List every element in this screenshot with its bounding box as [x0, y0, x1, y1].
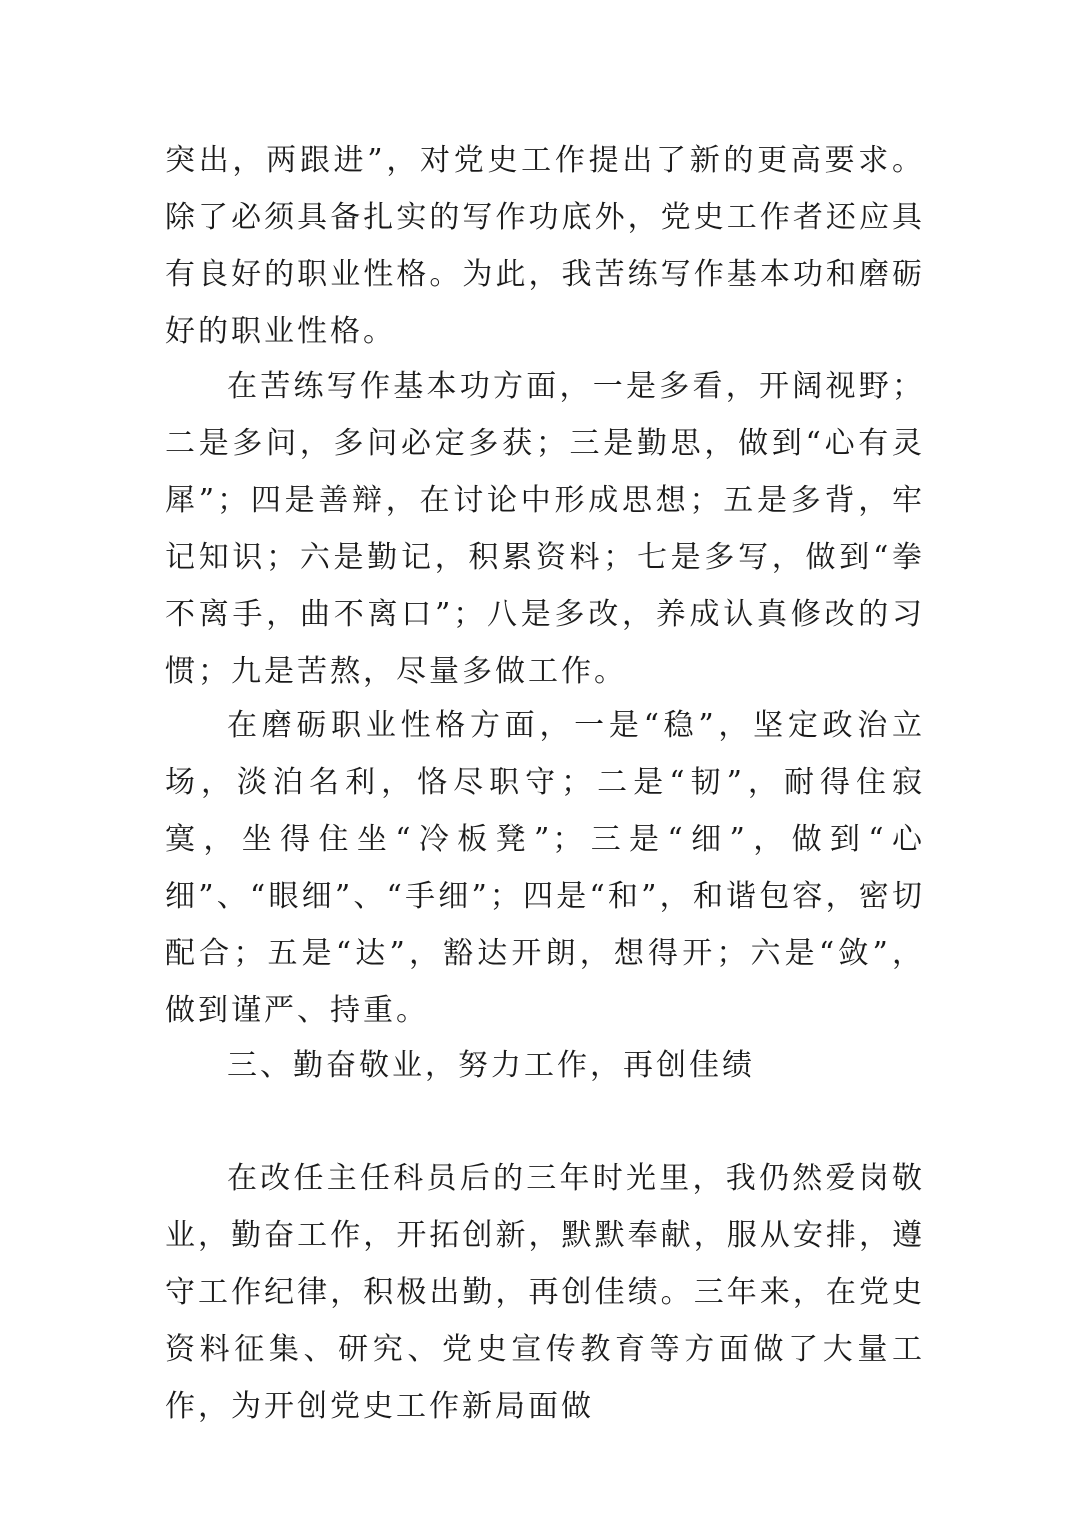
section-heading: 三、勤奋敬业，努力工作，再创佳绩 — [227, 1048, 755, 1083]
paragraph-work-achievements: 在改任主任科员后的三年时光里，我仍然爱岗敬业，勤奋工作，开拓创新，默默奉献，服从安排，遵守工作纪律，积极出勤，再创佳绩。三年来，在党史资料征集、研究、党史宣传教育等方面做了大量工作，为开创党史工作新局面做 — [165, 1161, 925, 1424]
paragraph-writing-skills: 在苦练写作基本功方面，一是多看，开阔视野；二是多问，多问必定多获；三是勤思，做到“心有灵犀”；四是善辩，在讨论中形成思想；五是多背，牢记知识；六是勤记，积累资料；七是多写，做到“拳不离手，曲不离口”；八是多改，养成认真修改的习惯；九是苦熬，尽量多做工作。 — [165, 369, 925, 689]
paragraph-continuation: 突出，两跟进”，对党史工作提出了新的更高要求。除了必须具备扎实的写作功底外，党史工作者还应具有良好的职业性格。为此，我苦练写作基本功和磨砺好的职业性格。 — [165, 143, 925, 349]
paragraph-professional-character: 在磨砺职业性格方面，一是“稳”，坚定政治立场，淡泊名利，恪尽职守；二是“韧”，耐得住寂寞，坐得住坐“冷板凳”；三是“细”，做到“心细”、“眼细”、“手细”；四是“和”，和谐包容，密切配合；五是“达”，豁达开朗，想得开；六是“敛”，做到谨严、持重。 — [165, 708, 925, 1028]
